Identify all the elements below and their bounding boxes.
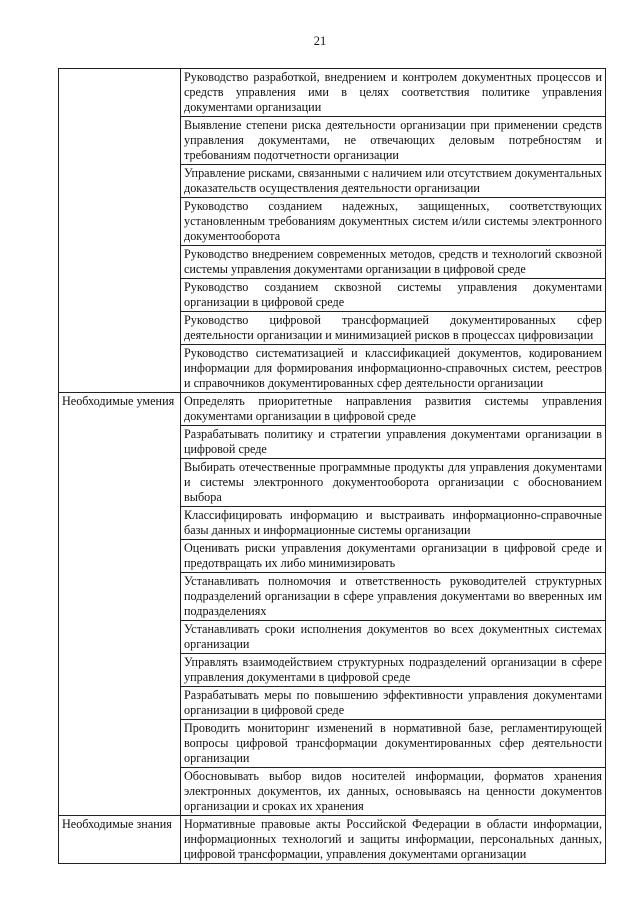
- row-text: Классифицировать информацию и выстраивать информационно-справочные базы данных и информационные системы организации: [181, 507, 606, 540]
- row-text: Определять приоритетные направления развития системы управления документами организации в цифровой среде: [181, 393, 606, 426]
- row-text: Оценивать риски управления документами организации в цифровой среде и предотвращать их либо минимизировать: [181, 540, 606, 573]
- row-text: Устанавливать сроки исполнения документов во всех документных системах организации: [181, 621, 606, 654]
- row-text: Руководство систематизацией и классификацией документов, кодированием информации для формирования информационно-справочных систем, реестров и справочников документированных сфер деятельности организации: [181, 345, 606, 393]
- table-row: [59, 393, 606, 426]
- row-text: Проводить мониторинг изменений в нормативной базе, регламентирующей вопросы цифровой трансформации документированных сфер деятельности организации: [181, 720, 606, 768]
- page-number: 21: [313, 34, 327, 48]
- row-text: Управлять взаимодействием структурных подразделений организации в сфере управления документами в цифровой среде: [181, 654, 606, 687]
- row-text: Нормативные правовые акты Российской Федерации в области информации, информационных технологий и защиты информации, персональных данных, цифровой трансформации, управления документами организации: [181, 816, 606, 864]
- row-text: Разрабатывать политику и стратегии управления документами организации в цифровой среде: [181, 426, 606, 459]
- row-text: Выбирать отечественные программные продукты для управления документами и системы электронного документооборота организации с обоснованием выбора: [181, 459, 606, 507]
- row-text: Руководство разработкой, внедрением и контролем документных процессов и средств управления ими в целях соответствия политике управления документами организации: [181, 69, 606, 117]
- row-text: Обосновывать выбор видов носителей информации, форматов хранения электронных документов, их данных, основываясь на ценности документов организации и сроках их хранения: [181, 768, 606, 816]
- row-text: Руководство внедрением современных методов, средств и технологий сквозной системы управления документами организации в цифровой среде: [181, 246, 606, 279]
- row-text: Разрабатывать меры по повышению эффективности управления документами организации в цифровой среде: [181, 687, 606, 720]
- row-text: Руководство созданием сквозной системы управления документами организации в цифровой среде: [181, 279, 606, 312]
- row-text: Устанавливать полномочия и ответственность руководителей структурных подразделений организации в сфере управления документами во вверенных им подразделениях: [181, 573, 606, 621]
- table-row: [59, 816, 606, 864]
- row-text: Управление рисками, связанными с наличием или отсутствием документальных доказательств осуществления деятельности организации: [181, 165, 606, 198]
- row-text: Руководство созданием надежных, защищенных, соответствующих установленным требованиям документных систем и/или системы электронного документооборота: [181, 198, 606, 246]
- row-text: Выявление степени риска деятельности организации при применении средств управления документами, не отвечающих деловым потребностям и требованиям подотчетности организации: [181, 117, 606, 165]
- row-label: Необходимые знания: [59, 816, 181, 864]
- row-label: [59, 69, 181, 393]
- table-row: [59, 69, 606, 117]
- requirements-table: [58, 68, 606, 864]
- row-label: Необходимые умения: [59, 393, 181, 816]
- row-text: Руководство цифровой трансформацией документированных сфер деятельности организации и минимизацией рисков в процессах цифровизации: [181, 312, 606, 345]
